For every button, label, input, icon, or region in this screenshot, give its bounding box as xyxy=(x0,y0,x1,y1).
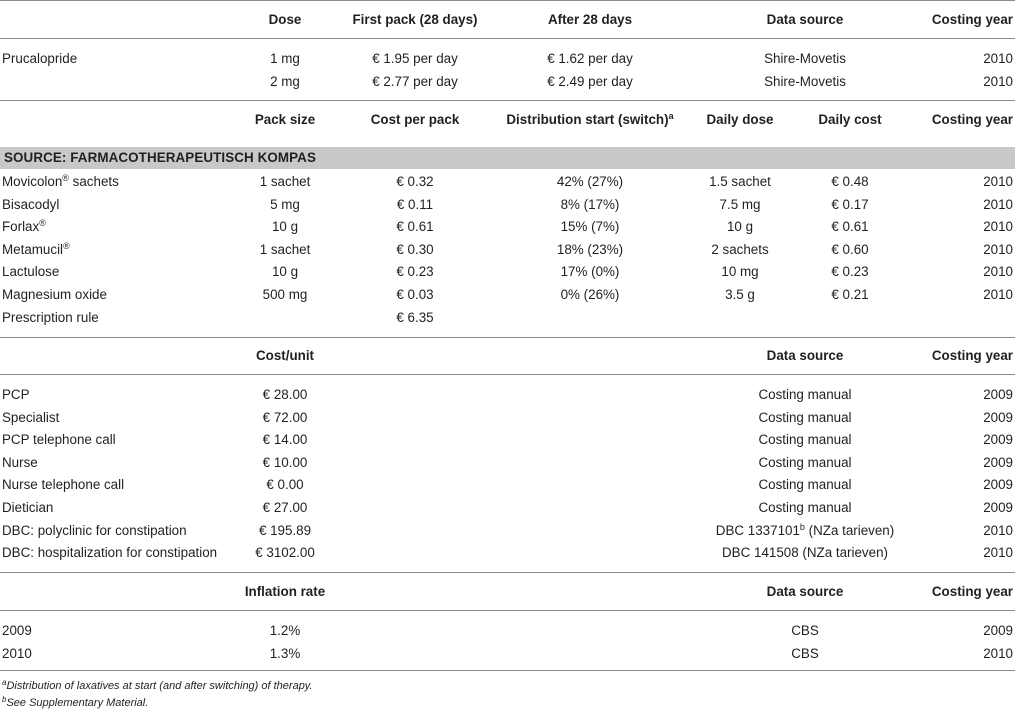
laxative-name: Metamucil xyxy=(2,241,64,257)
distribution-cell: 8% (17%) xyxy=(560,196,620,212)
distribution-cell: 0% (26%) xyxy=(560,287,620,302)
header-pack-size: Pack size xyxy=(254,112,316,127)
costing-year-cell: 2009 xyxy=(983,623,1013,638)
registered-mark: ® xyxy=(39,218,46,229)
costing-year-cell: 2010 xyxy=(983,522,1013,538)
header-costing-year: Costing year xyxy=(931,348,1013,363)
daily-cost-cell: € 0.60 xyxy=(831,241,869,257)
laxative-name: Prescription rule xyxy=(2,309,99,325)
costing-year-cell: 2010 xyxy=(983,74,1013,89)
first-pack-cell: € 1.95 per day xyxy=(372,51,458,66)
daily-dose-cell: 3.5 g xyxy=(725,287,755,302)
daily-cost-cell: € 0.17 xyxy=(831,196,869,212)
section-rule xyxy=(0,100,1015,101)
cost-unit-cell: € 195.89 xyxy=(258,522,312,538)
bottom-rule xyxy=(0,670,1015,671)
after-28-days-cell: € 2.49 per day xyxy=(547,74,633,89)
costing-year-cell: 2010 xyxy=(983,646,1013,661)
pack-size-cell: 5 mg xyxy=(270,196,300,212)
footnote-b-mark: b xyxy=(2,695,7,704)
daily-cost-cell: € 0.48 xyxy=(831,174,869,189)
cost-per-pack-cell: € 0.30 xyxy=(396,241,434,257)
cost-per-pack-cell: € 0.03 xyxy=(396,287,434,302)
data-source-text: Costing manual xyxy=(758,477,852,493)
cost-unit-cell: € 28.00 xyxy=(262,387,308,402)
daily-dose-cell: 1.5 sachet xyxy=(709,174,771,189)
header-cost-unit: Cost/unit xyxy=(255,348,314,363)
pack-size-cell: 10 g xyxy=(271,219,299,235)
daily-cost-cell: € 0.61 xyxy=(831,219,869,235)
laxative-name: Bisacodyl xyxy=(2,196,60,212)
registered-mark: ® xyxy=(63,240,70,251)
footnote-b-text: See Supplementary Material. xyxy=(6,697,149,709)
cost-per-pack-cell: € 0.11 xyxy=(396,196,434,212)
header-distribution xyxy=(490,112,690,127)
resource-name-cell: Nurse xyxy=(2,454,38,470)
costing-year-cell: 2010 xyxy=(983,241,1013,257)
costing-year-cell: 2009 xyxy=(983,432,1013,448)
data-source-text: Costing manual xyxy=(758,409,852,425)
header-data-source: Data source xyxy=(766,12,844,27)
section-rule xyxy=(0,572,1015,573)
costing-year-cell: 2010 xyxy=(983,51,1013,66)
costing-year-cell: 2010 xyxy=(983,219,1013,235)
resource-name-cell: Dietician xyxy=(2,500,54,515)
cost-unit-cell: € 27.00 xyxy=(262,500,308,515)
inflation-rate-cell: 1.3% xyxy=(269,646,301,661)
laxative-name-cell xyxy=(2,310,99,325)
footnote-a-mark: a xyxy=(2,678,7,687)
data-source-text: DBC 1337101 xyxy=(715,522,800,538)
laxative-name: Movicolon xyxy=(2,174,63,189)
laxative-name: Lactulose xyxy=(2,264,60,280)
data-source-text: Costing manual xyxy=(758,387,852,402)
dose-cell: 1 mg xyxy=(270,51,300,66)
costing-year-cell: 2010 xyxy=(983,196,1013,212)
inflation-year-cell: 2009 xyxy=(2,623,32,638)
data-source-text: Costing manual xyxy=(758,432,852,448)
costing-year-cell: 2010 xyxy=(983,264,1013,280)
cost-per-pack-cell: € 0.23 xyxy=(396,264,434,280)
data-source-cell: CBS xyxy=(791,646,819,661)
data-source-text: DBC 141508 (NZa tarieven) xyxy=(722,545,888,561)
header-dose: Dose xyxy=(268,12,302,27)
pack-size-cell: 1 sachet xyxy=(259,241,311,257)
distribution-cell: 42% (27%) xyxy=(556,174,624,189)
cost-unit-cell: € 0.00 xyxy=(266,477,304,493)
laxative-name-cell xyxy=(2,242,70,257)
costing-year-cell: 2009 xyxy=(983,477,1013,493)
data-source-text: Costing manual xyxy=(758,500,852,515)
header-rule xyxy=(0,374,1015,375)
header-rule xyxy=(0,38,1015,39)
costing-year-cell: 2010 xyxy=(983,287,1013,302)
data-source-cell: Shire-Movetis xyxy=(764,74,846,89)
header-distribution-label: Distribution start (switch) xyxy=(506,112,669,127)
header-costing-year: Costing year xyxy=(931,112,1013,127)
daily-dose-cell: 7.5 mg xyxy=(719,196,761,212)
header-after-28-days: After 28 days xyxy=(547,12,633,27)
dose-cell: 2 mg xyxy=(270,74,300,89)
costing-year-cell: 2009 xyxy=(983,387,1013,402)
header-costing-year: Costing year xyxy=(931,12,1013,27)
header-daily-dose: Daily dose xyxy=(706,112,774,127)
laxative-name-cell xyxy=(2,174,119,189)
footnote-mark-a: a xyxy=(668,111,674,121)
resource-name-cell: DBC: hospitalization for constipation xyxy=(2,545,218,561)
resource-name-cell: Specialist xyxy=(2,409,60,425)
registered-mark: ® xyxy=(62,173,69,183)
header-costing-year: Costing year xyxy=(931,584,1013,599)
distribution-cell: 15% (7%) xyxy=(560,219,620,235)
costing-year-cell: 2009 xyxy=(983,500,1013,515)
laxative-name-cell xyxy=(2,219,46,234)
costing-year-cell: 2009 xyxy=(983,454,1013,470)
inflation-rate-cell: 1.2% xyxy=(269,623,301,638)
header-inflation-rate: Inflation rate xyxy=(244,584,326,599)
cost-unit-cell: € 3102.00 xyxy=(255,545,315,561)
header-first-pack: First pack (28 days) xyxy=(352,12,478,27)
footnote-mark-b: b xyxy=(799,521,805,532)
footnote-b xyxy=(2,697,148,709)
distribution-cell: 17% (0%) xyxy=(560,264,620,280)
cost-unit-cell: € 14.00 xyxy=(262,432,308,448)
daily-cost-cell: € 0.21 xyxy=(831,287,869,302)
pack-size-cell: 1 sachet xyxy=(259,174,311,189)
laxative-name-cell xyxy=(2,287,107,302)
daily-dose-cell: 10 mg xyxy=(721,264,759,280)
daily-dose-cell: 10 g xyxy=(726,219,754,235)
data-source-tail: (NZa tarieven) xyxy=(804,522,895,538)
pack-size-cell: 10 g xyxy=(271,264,299,280)
inflation-year-cell: 2010 xyxy=(2,646,32,661)
source-band xyxy=(0,147,1015,169)
pack-size-cell: 500 mg xyxy=(262,287,308,302)
data-source-cell: CBS xyxy=(791,623,819,638)
header-data-source: Data source xyxy=(766,348,844,363)
cost-unit-cell: € 72.00 xyxy=(262,409,308,425)
cost-unit-cell: € 10.00 xyxy=(262,454,308,470)
costing-year-cell: 2010 xyxy=(983,545,1013,561)
resource-name-cell: DBC: polyclinic for constipation xyxy=(2,522,187,538)
costing-year-cell: 2010 xyxy=(983,174,1013,189)
header-cost-per-pack: Cost per pack xyxy=(370,112,460,127)
first-pack-cell: € 2.77 per day xyxy=(372,74,458,89)
footnote-a xyxy=(2,680,313,692)
after-28-days-cell: € 1.62 per day xyxy=(547,51,633,66)
laxative-name: Forlax xyxy=(2,219,40,235)
source-band-label: SOURCE: FARMACOTHERAPEUTISCH KOMPAS xyxy=(4,150,316,165)
header-data-source: Data source xyxy=(766,584,844,599)
section-rule xyxy=(0,337,1015,338)
data-source-text: Costing manual xyxy=(758,454,852,470)
daily-cost-cell: € 0.23 xyxy=(831,264,869,280)
drug-name: Prucalopride xyxy=(2,51,78,66)
distribution-cell: 18% (23%) xyxy=(556,241,624,257)
laxative-name-cell xyxy=(2,264,59,279)
resource-name-cell: Nurse telephone call xyxy=(2,477,125,493)
header-rule xyxy=(0,610,1015,611)
daily-dose-cell: 2 sachets xyxy=(711,241,769,257)
header-daily-cost: Daily cost xyxy=(818,112,882,127)
costing-year-cell: 2009 xyxy=(983,409,1013,425)
resource-name-cell: PCP xyxy=(2,387,30,402)
cost-per-pack-cell: € 6.35 xyxy=(396,309,434,325)
laxative-name: Magnesium oxide xyxy=(2,287,107,302)
cost-per-pack-cell: € 0.32 xyxy=(396,174,434,189)
resource-name-cell: PCP telephone call xyxy=(2,432,116,448)
laxative-name-suffix: sachets xyxy=(68,174,119,189)
laxative-name-cell xyxy=(2,197,59,212)
cost-per-pack-cell: € 0.61 xyxy=(396,219,434,235)
footnote-a-text: Distribution of laxatives at start (and after switching) of therapy. xyxy=(6,680,313,692)
data-source-cell: Shire-Movetis xyxy=(764,51,846,66)
top-rule xyxy=(0,0,1015,1)
